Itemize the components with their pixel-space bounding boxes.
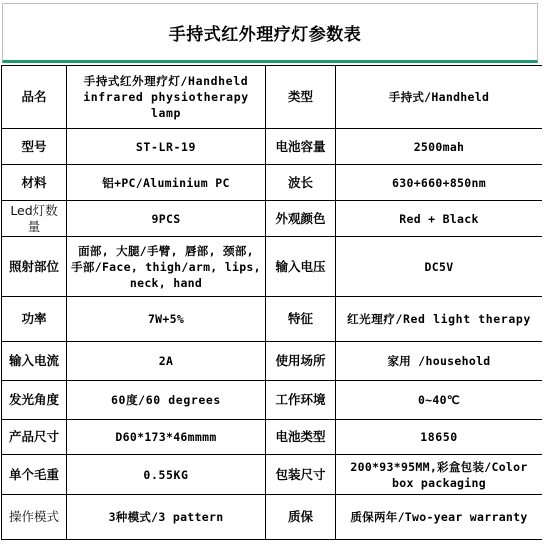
spec-value: 质保两年/Two-year warranty <box>336 495 543 540</box>
page-title: 手持式红外理疗灯参数表 <box>168 24 362 45</box>
spec-value: 18650 <box>336 420 543 455</box>
table-row <box>2 297 543 342</box>
spec-value: 铝+PC/Aluminium PC <box>67 165 266 201</box>
spec-value: 0.55KG <box>67 455 266 495</box>
spec-value: 手持式/Handheld <box>336 66 543 129</box>
spec-label: 电池类型 <box>266 420 336 455</box>
table-row <box>2 201 543 237</box>
spec-label: 材料 <box>2 165 67 201</box>
title-banner <box>2 3 538 63</box>
spec-label: 操作模式 <box>2 495 67 540</box>
spec-label: 功率 <box>2 297 67 342</box>
spec-label: 型号 <box>2 129 67 165</box>
spec-value: 60度/60 degrees <box>67 381 266 420</box>
spec-label: 外观颜色 <box>266 201 336 237</box>
spec-label: 波长 <box>266 165 336 201</box>
spec-value: 家用 /household <box>336 342 543 381</box>
spec-label: 电池容量 <box>266 129 336 165</box>
table-row <box>2 66 543 129</box>
spec-value: Red + Black <box>336 201 543 237</box>
spec-value: ST-LR-19 <box>67 129 266 165</box>
spec-label: Led灯数量 <box>2 201 67 237</box>
spec-value: 9PCS <box>67 201 266 237</box>
table-row <box>2 455 543 495</box>
spec-value: 200*93*95MM,彩盒包装/Color box packaging <box>336 455 543 495</box>
spec-value: 3种模式/3 pattern <box>67 495 266 540</box>
spec-label: 特征 <box>266 297 336 342</box>
table-row <box>2 237 543 297</box>
spec-value: 630+660+850nm <box>336 165 543 201</box>
table-row <box>2 129 543 165</box>
spec-label: 工作环境 <box>266 381 336 420</box>
table-row <box>2 381 543 420</box>
spec-value: 7W+5% <box>67 297 266 342</box>
spec-value: D60*173*46mmmm <box>67 420 266 455</box>
spec-label: 单个毛重 <box>2 455 67 495</box>
spec-label: 使用场所 <box>266 342 336 381</box>
spec-label: 品名 <box>2 66 67 129</box>
spec-value: 2A <box>67 342 266 381</box>
spec-label: 产品尺寸 <box>2 420 67 455</box>
spec-label: 输入电压 <box>266 237 336 297</box>
spec-table <box>1 65 543 540</box>
spec-value: 面部, 大腿/手臂, 唇部, 颈部, 手部/Face, thigh/arm, lips, neck, hand <box>67 237 266 297</box>
spec-value: DC5V <box>336 237 543 297</box>
spec-label: 包装尺寸 <box>266 455 336 495</box>
spec-value: 0~40℃ <box>336 381 543 420</box>
table-row <box>2 342 543 381</box>
spec-label: 输入电流 <box>2 342 67 381</box>
spec-label: 发光角度 <box>2 381 67 420</box>
table-row <box>2 165 543 201</box>
spec-value: 手持式红外理疗灯/Handheld infrared physiotherapy lamp <box>67 66 266 129</box>
spec-label: 照射部位 <box>2 237 67 297</box>
spec-value: 2500mah <box>336 129 543 165</box>
spec-label: 质保 <box>266 495 336 540</box>
table-row <box>2 420 543 455</box>
table-row <box>2 495 543 540</box>
spec-value: 红光理疗/Red light therapy <box>336 297 543 342</box>
spec-label: 类型 <box>266 66 336 129</box>
